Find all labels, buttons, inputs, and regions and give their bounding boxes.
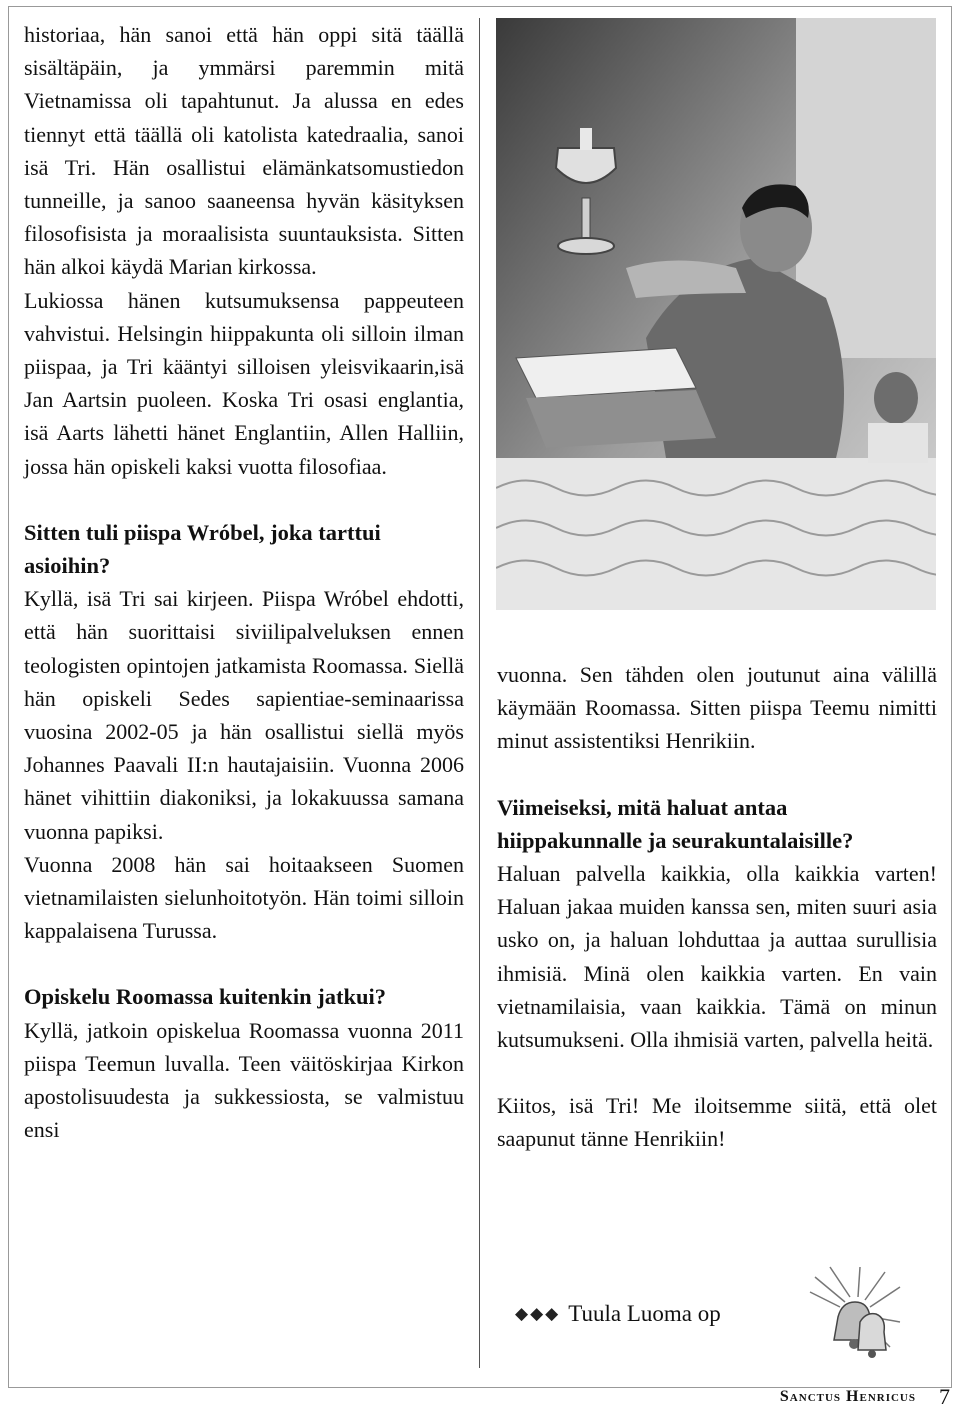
paragraph-gap	[497, 1056, 937, 1089]
interview-question: Opiskelu Roomassa kuitenkin jatkui?	[24, 984, 386, 1010]
priest-photo	[496, 18, 936, 610]
body-paragraph: Haluan palvella kaikkia, olla kaikkia varten! Haluan jakaa muiden kanssa sen, miten suuri asia usko on, ja haluan lohduttaa ja auttaa surullisia ihmisiä. Minä olen kaikkia varten. En vain vietnamilaisia, vaan kaikkia. Tämä on minun kutsumukseni. Olla ihmisiä varten, palvella heitä.	[497, 861, 937, 1053]
paragraph-gap	[497, 758, 937, 791]
left-column	[24, 18, 464, 1147]
body-paragraph: Kyllä, jatkoin opiskelua Roomassa vuonna 2011 piispa Teemun luvalla. Teen väitöskirjaa Kirkon apostolisuudesta ja sukkessiosta, se valmistuu ensi	[24, 1017, 464, 1143]
body-paragraph: historiaa, hän sanoi että hän oppi sitä täällä sisältäpäin, ja ymmärsi paremmin mitä Vietnamissa oli tapahtunut. Ja alussa en edes tiennyt että täällä oli katolista katedraalia, sanoi isä Tri. Hän osallistui elämänkatsomustiedon tunneille, ja sanoo saaneensa hyvän käsityksen filosofisista ja moraalisista suuntauksista. Sitten hän alkoi käydä Marian kirkossa.	[24, 22, 464, 280]
right-column	[497, 658, 937, 1156]
body-paragraph: Kiitos, isä Tri! Me iloitsemme siitä, että olet saapunut tänne Henrikiin!	[497, 1093, 937, 1152]
christmas-bell-icon	[800, 1262, 910, 1372]
paragraph-gap	[24, 483, 464, 516]
author-name: Tuula Luoma op	[568, 1301, 721, 1326]
interview-question: Sitten tuli piispa Wróbel, joka tarttui asioihin?	[24, 519, 381, 579]
interview-question: Viimeiseksi, mitä haluat antaa hiippakunnalle ja seurakuntalaisille?	[497, 794, 854, 853]
page-number: 7	[939, 1384, 950, 1409]
journal-title: Sanctus Henricus	[779, 1388, 916, 1405]
column-divider	[479, 18, 480, 1368]
page-footer	[780, 1386, 952, 1410]
body-paragraph: vuonna. Sen tähden olen joutunut aina välillä käymään Roomassa. Sitten piispa Teemu nimitti minut assistentiksi Henrikiin.	[497, 662, 937, 754]
body-paragraph: Kyllä, isä Tri sai kirjeen. Piispa Wróbel ehdotti, että hän suorittaisi siviilipalveluksen ennen teologisten opintojen jatkamista Roomassa. Siellä hän opiskeli Sedes sapientiae-seminaarissa vuosina 2002-05 ja hän osallistui siellä myös Johannes Paavali II:n hautajaisiin. Vuonna 2006 hänet vihittiin diakoniksi, ja lokakuussa samana vuonna papiksi.	[24, 586, 464, 844]
diamond-icon: ◆◆◆	[515, 1304, 561, 1323]
paragraph-gap	[24, 947, 464, 980]
christmas-ornament	[800, 1262, 910, 1372]
article-signature	[515, 1298, 721, 1330]
body-paragraph: Lukiossa hänen kutsumuksensa pappeuteen vahvistui. Helsingin hiippakunta oli silloin ilman piispaa, ja Tri kääntyi silloisen yleisvikaarin,isä Jan Aartsin puoleen. Koska Tri osasi englantia, isä Aarts lähetti hänet Englantiin, Allen Halliin, jossa hän opiskeli kaksi vuotta filosofiaa.	[24, 287, 464, 479]
priest-elevating-chalice-icon	[496, 18, 936, 610]
body-paragraph: Vuonna 2008 hän sai hoitaakseen Suomen vietnamilaisten sielunhoitotyön. Hän toimi silloin kappalaisena Turussa.	[24, 851, 464, 944]
